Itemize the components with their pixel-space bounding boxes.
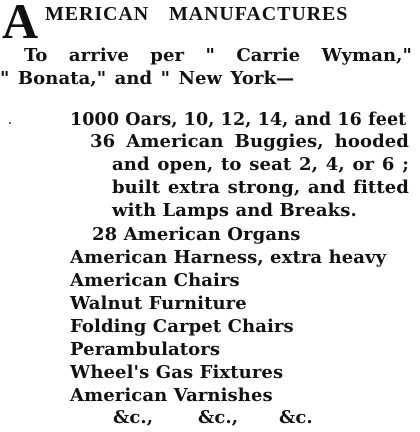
print-speck (9, 122, 11, 124)
item-buggies-line-2: and open, to seat 2, 4, or 6 ; (112, 154, 409, 175)
item-walnut-furniture: Walnut Furniture (70, 293, 247, 314)
item-varnishes: American Varnishes (70, 385, 273, 406)
item-buggies-line-1: 36 American Buggies, hooded (90, 131, 409, 152)
etc-1: &c., (113, 407, 154, 428)
etc-3: &c. (279, 407, 313, 428)
item-perambulators: Perambulators (70, 339, 221, 360)
intro-line-2: " Bonata," and " New York— (0, 68, 295, 89)
item-harness: American Harness, extra heavy (70, 247, 387, 268)
item-gas-fixtures: Wheel's Gas Fixtures (70, 362, 284, 383)
heading-drop-cap: A (2, 0, 39, 49)
etc-2: &c., (198, 407, 239, 428)
item-buggies-line-3: built extra strong, and fitted (112, 177, 409, 198)
item-buggies-line-4: with Lamps and Breaks. (112, 200, 357, 221)
item-oars: 1000 Oars, 10, 12, 14, and 16 feet (70, 110, 407, 130)
intro-line-1: To arrive per " Carrie Wyman," (24, 45, 412, 66)
item-chairs: American Chairs (70, 270, 240, 291)
item-carpet-chairs: Folding Carpet Chairs (70, 316, 294, 337)
item-organs: 28 American Organs (92, 224, 301, 245)
heading-title: MERICAN MANUFACTURES (45, 3, 349, 25)
